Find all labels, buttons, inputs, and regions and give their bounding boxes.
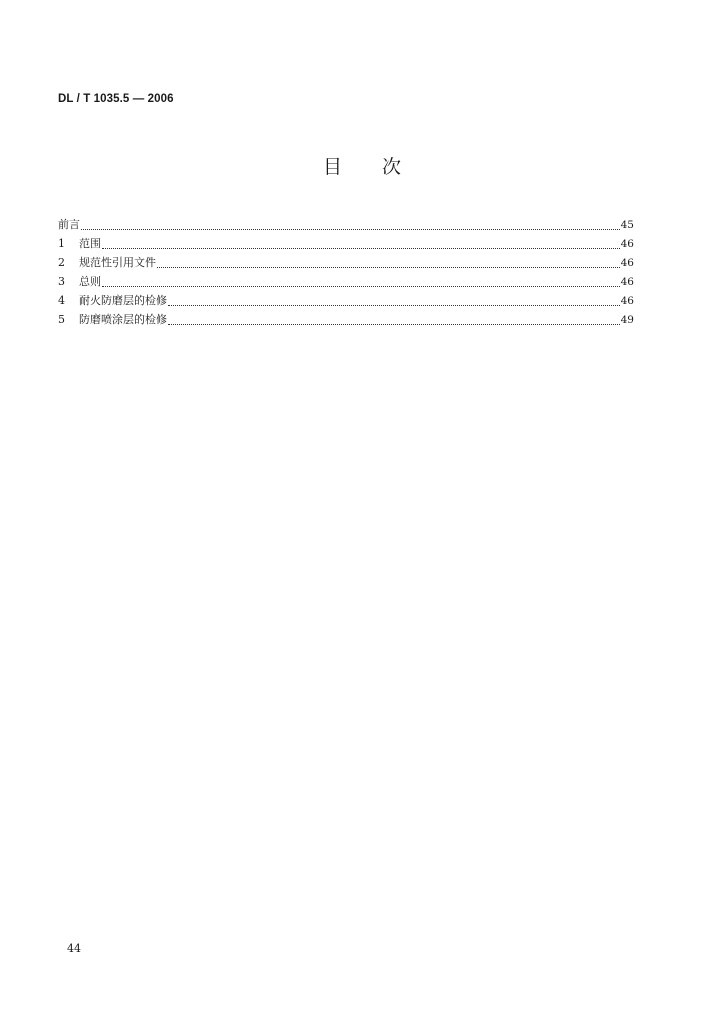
toc-entry-spray-coating[interactable] bbox=[58, 310, 634, 329]
toc-entry-number: 3 bbox=[58, 275, 65, 288]
standard-code: DL / T 1035.5 — 2006 bbox=[58, 93, 174, 105]
toc-leader-dots bbox=[81, 229, 620, 230]
toc-entry-page: 49 bbox=[620, 314, 634, 326]
table-of-contents bbox=[58, 215, 634, 329]
page-number: 44 bbox=[67, 942, 81, 955]
toc-title-part1: 目 bbox=[322, 156, 342, 178]
toc-entry-number: 2 bbox=[58, 256, 65, 269]
toc-leader-dots bbox=[102, 286, 620, 287]
toc-entry-page: 45 bbox=[620, 219, 634, 231]
toc-entry-page: 46 bbox=[620, 257, 634, 269]
toc-entry-label: 前言 bbox=[58, 218, 80, 231]
toc-title-part2: 次 bbox=[382, 156, 402, 178]
toc-leader-dots bbox=[102, 248, 620, 249]
toc-entry-refractory-layer[interactable] bbox=[58, 291, 634, 310]
toc-entry-label: 范围 bbox=[79, 237, 101, 250]
toc-entry-label: 防磨喷涂层的检修 bbox=[79, 313, 167, 326]
toc-entry-general[interactable] bbox=[58, 272, 634, 291]
toc-entry-label: 耐火防磨层的检修 bbox=[79, 294, 167, 307]
toc-entry-number: 5 bbox=[58, 313, 65, 326]
toc-entry-foreword[interactable] bbox=[58, 215, 634, 234]
toc-entry-page: 46 bbox=[620, 295, 634, 307]
toc-entry-label: 总则 bbox=[79, 275, 101, 288]
toc-entry-scope[interactable] bbox=[58, 234, 634, 253]
toc-leader-dots bbox=[168, 305, 620, 306]
toc-entry-number: 1 bbox=[58, 237, 65, 250]
toc-entry-number: 4 bbox=[58, 294, 65, 307]
toc-entry-page: 46 bbox=[620, 238, 634, 250]
toc-entry-label: 规范性引用文件 bbox=[79, 256, 156, 269]
toc-entry-page: 46 bbox=[620, 276, 634, 288]
toc-title bbox=[0, 152, 724, 179]
toc-entry-normative-references[interactable] bbox=[58, 253, 634, 272]
toc-leader-dots bbox=[157, 267, 620, 268]
toc-leader-dots bbox=[168, 324, 620, 325]
